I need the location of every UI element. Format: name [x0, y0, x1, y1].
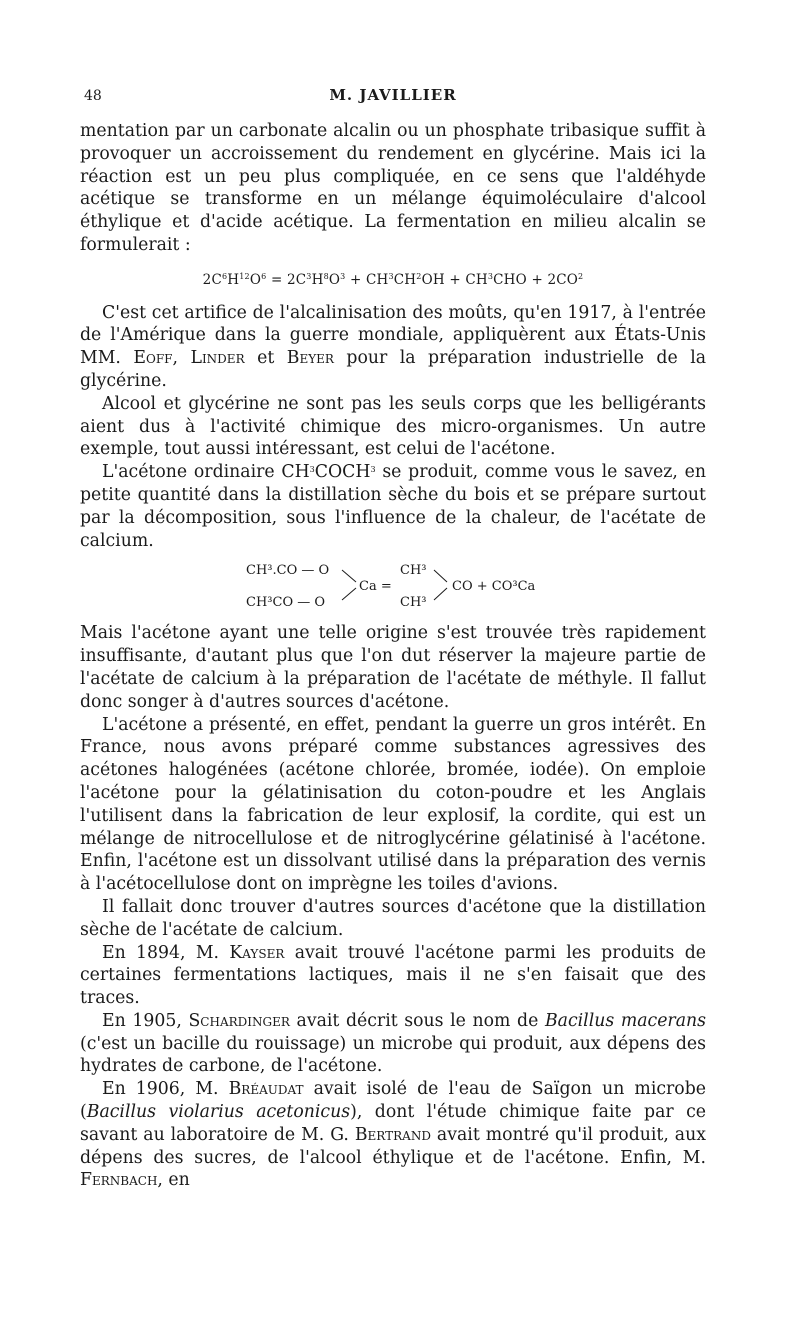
author-name: Fernbach [80, 1170, 158, 1191]
eq-top-methyl: CH³ [400, 563, 427, 579]
paragraph-7: Il fallait donc trouver d'autres sources d'acétone que la distillation sèche de l'acétate de calcium. [80, 896, 706, 940]
eq-products: CO + CO³Ca [452, 579, 536, 595]
paragraph-9: En 1905, Schardinger avait décrit sous le nom de Bacillus macerans (c'est un bacille du rouissage) un microbe qui produit, aux dépens des hydrates de carbone, de l'acétone. [80, 1010, 706, 1077]
author-name: Bréaudat [228, 1079, 304, 1100]
calcium-acetate-equation [80, 558, 706, 618]
species-name: Bacillus macerans [544, 1010, 706, 1031]
paragraph-6: L'acétone a présenté, en effet, pendant la guerre un gros intérêt. En France, nous avons préparé comme substances agressives des acétones halogénées (acétone chlorée, bromée, iodée). On emploie l'acétone pour la gélatinisation du coton-poudre et les Anglais l'utilisent dans la fabrication de leur explosif, la cordite, qui est un mélange de nitrocellulose et de nitroglycérine gélatinisé à l'acétone. Enfin, l'acétone est un dissolvant utilisé dans la préparation des vernis à l'acétocellulose dont on imprègne les toiles d'avions. [80, 714, 706, 895]
species-name: Bacillus violarius acetonicus [86, 1102, 351, 1123]
paragraph-5: Mais l'acétone ayant une telle origine s'est trouvée très rapidement insuffisante, d'autant plus que l'on dut réserver la majeure partie de l'acétate de calcium à la préparation de l'acétate de méthyle. Il fallut donc songer à d'autres sources d'acétone. [80, 623, 706, 712]
eq-bottom-methyl: CH³ [400, 595, 427, 611]
page-number: 48 [84, 88, 102, 104]
author-name: Bertrand [354, 1124, 431, 1145]
running-head: M. JAVILLIER [329, 86, 457, 104]
author-name: Eoff [133, 348, 173, 369]
paragraph-3: Alcool et glycérine ne sont pas les seuls corps que les belligérants aient dus à l'activité chimique des micro-organismes. Un autre exemple, tout aussi intéressant, est celui de l'acétone. [80, 393, 706, 460]
fermentation-equation: $2C^6H^{12}O^6 = 2C^3H^8O^3 + CH^3CH^2OH + CH^3CHO + 2CO^2$ [202, 271, 584, 288]
paragraph-10: En 1906, M. Bréaudat avait isolé de l'eau de Saïgon un microbe (Bacillus violarius acetonicus), dont l'étude chimique faite par ce savant au laboratoire de M. G. Bertrand avait montré qu'il produit, aux dépens des sucres, de l'alcool éthylique et de l'acétone. Enfin, M. Fernbach, en [80, 1079, 707, 1191]
author-name: Kayser [229, 942, 285, 963]
eq-calcium: Ca = [359, 579, 392, 595]
paragraph-4: L'acétone ordinaire $CH^3COCH^3$ se produit, comme vous le savez, en petite quantité dans la distillation sèche du bois et se prépare surtout par la décomposition, sous l'influence de la chaleur, de l'acétate de calcium. [80, 462, 706, 551]
author-name: Schardinger [188, 1010, 290, 1031]
paragraph-8: En 1894, M. Kayser avait trouvé l'acétone parmi les produits de certaines fermentations lactiques, mais il ne s'en faisait que des traces. [80, 942, 706, 1009]
body-text [80, 120, 706, 1192]
eq-top-left: CH³.CO — O [246, 563, 330, 579]
page [80, 84, 706, 1192]
paragraph-1: mentation par un carbonate alcalin ou un phosphate tribasique suffit à provoquer un accroissement du rendement en glycérine. Mais ici la réaction est un peu plus compliquée, en ce sens que l'aldéhyde acétique se transforme en un mélange équimoléculaire d'alcool éthylique et d'acide acétique. La fermentation en milieu alcalin se formulerait : [80, 121, 706, 255]
eq-bottom-left: CH³CO — O [246, 595, 326, 611]
author-name: Beyer [286, 348, 334, 369]
page-header [80, 84, 706, 114]
bracket-lines-icon [80, 558, 706, 618]
author-name: Linder [190, 348, 245, 369]
paragraph-2: C'est cet artifice de l'alcalinisation des moûts, qu'en 1917, à l'entrée de l'Amérique dans la guerre mondiale, appliquèrent aux États-Unis MM. Eoff, Linder et Beyer pour la préparation industrielle de la glycérine. [80, 302, 707, 391]
